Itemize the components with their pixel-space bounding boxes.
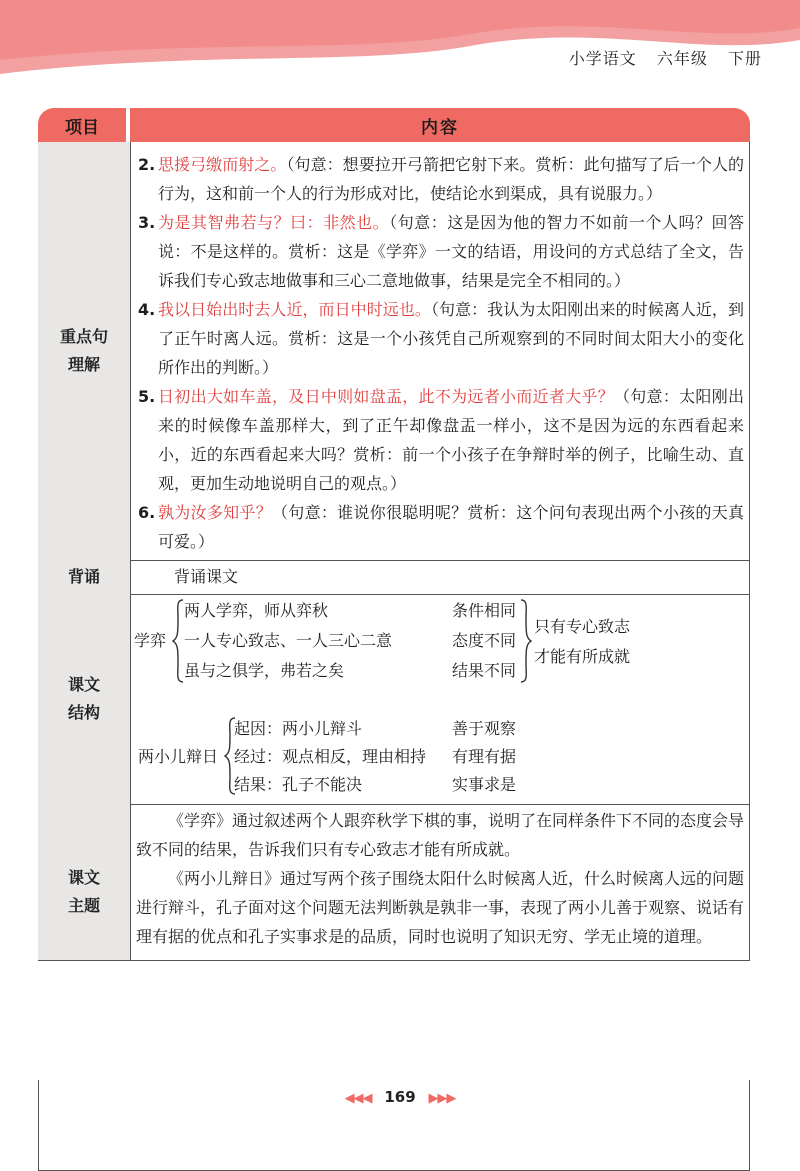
xueyi-conclusion: 只有专心致志	[534, 617, 631, 636]
sentence-item: 4. 我以日始出时去人近，而日中时远也。（句意：我认为太阳刚出来的时候离人近，到了正午时离人远。赏析：这是一个小孩凭自己所观察到的不同时间太阳大小的变化所作出的判断。）	[138, 300, 744, 377]
xueyi-mid: 条件相同	[452, 601, 517, 620]
right-arrows-icon: ▶▶▶	[428, 1091, 456, 1106]
volume-label: 下册	[727, 49, 762, 68]
liangxiaoer-line: 结果：孔子不能决	[234, 775, 363, 794]
liangxiaoer-trait: 实事求是	[452, 775, 517, 794]
table-header	[38, 108, 750, 142]
sentence-item: 2. 思援弓缴而射之。（句意：想要拉开弓箭把它射下来。赏析：此句描写了后一个人的行为，这和前一个人的行为形成对比，使结论水到渠成，具有说服力。）	[138, 155, 744, 203]
subject-label: 小学语文	[568, 49, 637, 68]
table-bottom-line	[38, 960, 750, 961]
column-header-item: 项目	[38, 108, 126, 142]
row-label-key-sentences: 重点句 理解	[38, 142, 131, 560]
xueyi-line: 一人专心致志、一人三心二意	[184, 631, 393, 650]
grade-label: 六年级	[656, 49, 708, 68]
theme-content	[136, 806, 744, 980]
book-info	[555, 46, 762, 69]
row-label-structure: 课文 结构	[38, 594, 131, 804]
xueyi-conclusion: 才能有所成就	[534, 647, 631, 666]
column-header-content: 内容	[130, 108, 750, 142]
xueyi-line: 虽与之俱学，弗若之矣	[184, 661, 345, 680]
sentence-item: 6. 孰为汝多知乎？（句意：谁说你很聪明呢？赏析：这个问句表现出两个小孩的天真可爱。）	[138, 503, 744, 551]
xueyi-title: 学弈	[134, 631, 167, 650]
xueyi-mid: 结果不同	[452, 661, 517, 680]
sentence-item: 5. 日初出大如车盖，及日中则如盘盂，此不为远者小而近者大乎？（句意：太阳刚出来的时候像车盖那样大，到了正午却像盘盂一样小，这不是因为远的东西看起来小，近的东西看起来大吗？赏析：前一个小孩子在争辩时举的例子，比喻生动、直观，更加生动地说明自己的观点。）	[138, 387, 744, 493]
right-brace-icon	[520, 598, 532, 684]
theme-paragraph: 《学弈》通过叙述两个人跟弈秋学下棋的事，说明了在同样条件下不同的态度会导致不同的结果，告诉我们只有专心致志才能有所成就。	[136, 811, 745, 859]
row-recite	[38, 560, 750, 595]
page-blank-area	[37, 960, 751, 1080]
sentence-item: 3. 为是其智弗若与？曰：非然也。（句意：这是因为他的智力不如前一个人吗？回答说：不是这样的。赏析：这是《学弈》一文的结语，用设问的方式总结了全文，告诉我们专心致志地做事和三心二意地做事，结果是完全不相同的。）	[138, 213, 744, 290]
liangxiaoer-line: 起因：两小儿辩斗	[234, 719, 363, 738]
liangxiaoer-trait: 善于观察	[452, 719, 517, 738]
liangxiaoer-trait: 有理有据	[452, 747, 517, 766]
liangxiaoer-line: 经过：观点相反，理由相持	[234, 747, 427, 766]
theme-paragraph: 《两小儿辩日》通过写两个孩子围绕太阳什么时候离人近，什么时候离人远的问题进行辩斗，孔子面对这个问题无法判断孰是孰非一事，表现了两小儿善于观察、说话有理有据的优点和孔子实事求是的品质，同时也说明了知识无穷、学无止境的道理。	[136, 869, 745, 946]
left-arrows-icon: ◀◀◀	[344, 1091, 372, 1106]
row-key-sentences	[38, 142, 750, 561]
row-structure	[38, 594, 750, 805]
xueyi-line: 两人学弈，师从弈秋	[184, 601, 329, 620]
row-label-theme: 课文 主题	[38, 804, 131, 980]
liangxiaoer-title: 两小儿辩日	[138, 747, 219, 766]
row-label-recite: 背诵	[38, 560, 131, 594]
summary-table	[38, 108, 750, 946]
recite-content: 背诵课文	[174, 567, 239, 586]
xueyi-mid: 态度不同	[452, 631, 517, 650]
page-number: 169	[384, 1088, 416, 1106]
row-theme	[38, 804, 750, 981]
key-sentences-content	[136, 150, 744, 560]
left-brace-icon	[172, 598, 184, 684]
page-footer	[0, 1088, 800, 1106]
